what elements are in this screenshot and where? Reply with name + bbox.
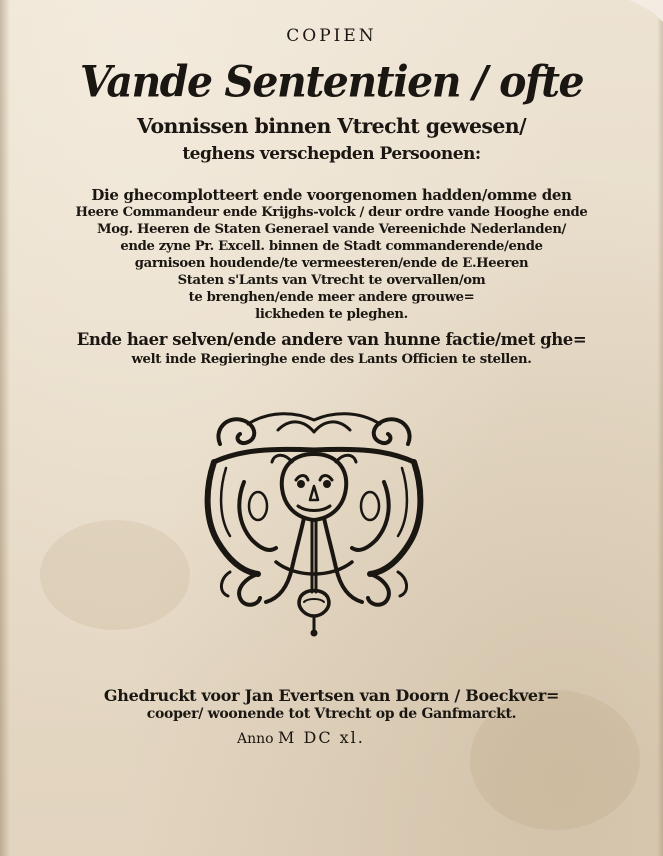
title-sub-2: teghens verschepden Persoonen:: [182, 144, 481, 164]
paragraph-line: garnisoen houdende/te vermeesteren/ende de E.Heeren: [134, 256, 529, 271]
paragraph-line: Heere Commandeur ende Krijghs-volck / deur ordre vande Hooghe ende: [75, 205, 588, 220]
paragraph-line: te brenghen/ende meer andere grouwe=: [188, 290, 475, 305]
mascaron-cartouche-icon: [200, 402, 428, 638]
title-sub-1: Vonnissen binnen Vtrecht gewesen/: [137, 114, 526, 138]
second-paragraph-line: welt inde Regieringhe ende des Lants Officien te stellen.: [131, 352, 532, 367]
paragraph-line: Die ghecomplotteert ende voorgenomen hadden/omme den: [91, 186, 572, 204]
paragraph-line: lickheden te pleghen.: [255, 307, 408, 322]
title-main: Vande Sententien / ofte: [79, 56, 584, 108]
imprint-line: cooper/ woonende tot Vtrecht op de Ganfmarckt.: [146, 706, 517, 722]
imprint-date: [237, 728, 377, 747]
paragraph-line: ende zyne Pr. Excell. binnen de Stadt commanderende/ende: [120, 239, 543, 254]
imprint-year: M DC xl.: [278, 728, 365, 747]
imprint-line: Ghedruckt voor Jan Evertsen van Doorn / Boeckver=: [103, 686, 560, 705]
paragraph-line: Mog. Heeren de Staten Generael vande Vereenichde Nederlanden/: [96, 222, 567, 237]
heading-copien: COPIEN: [286, 26, 377, 46]
imprint-anno: Anno: [237, 731, 274, 747]
paragraph-line: Staten s'Lants van Vtrecht te overvallen/om: [177, 273, 486, 288]
paper-stain: [40, 520, 190, 630]
second-paragraph-line: Ende haer selven/ende andere van hunne factie/met ghe=: [76, 330, 587, 349]
